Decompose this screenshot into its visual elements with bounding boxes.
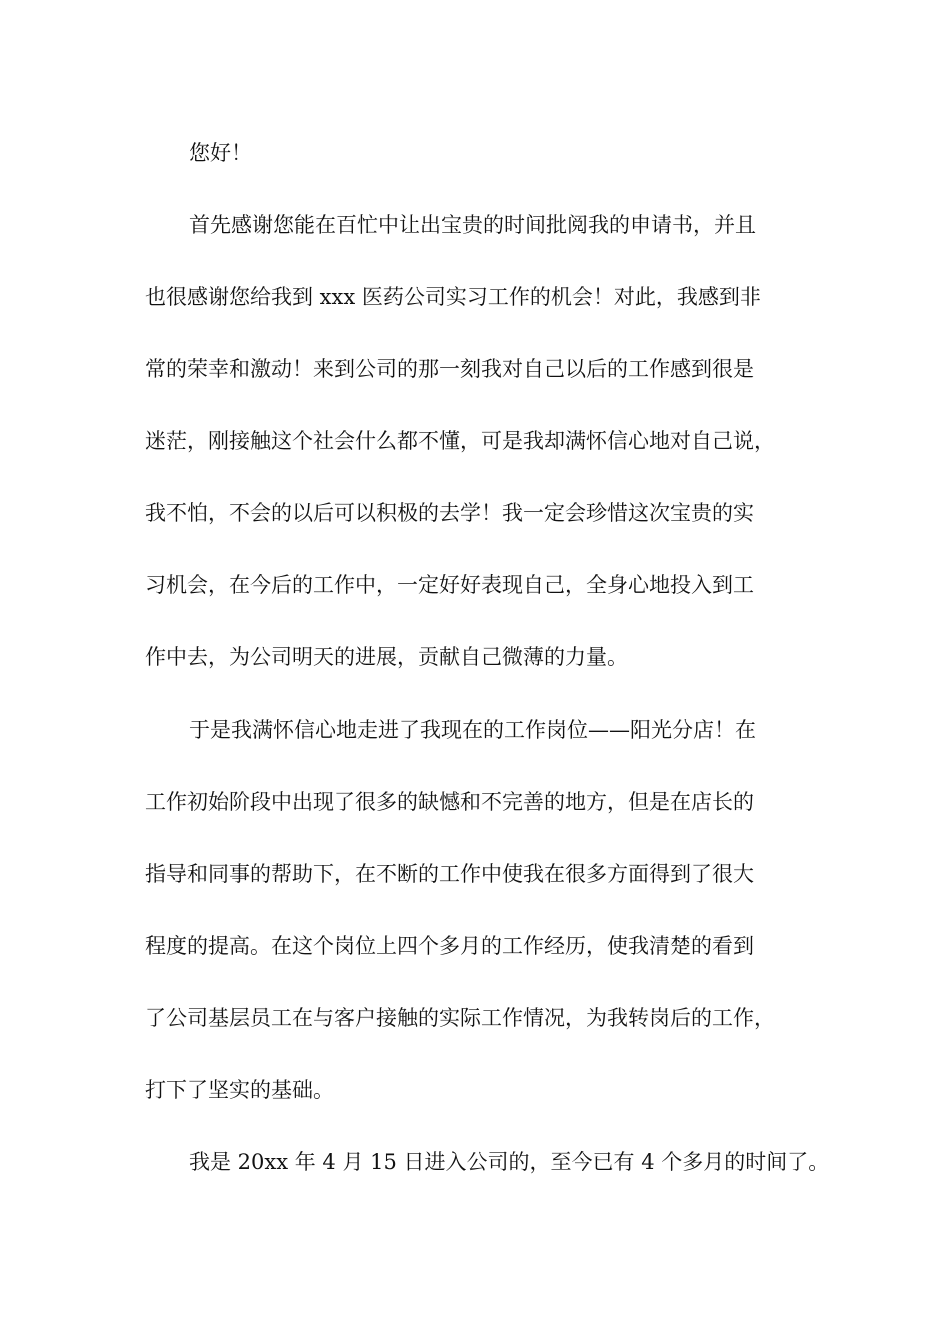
paragraph-2-line-2: 工作初始阶段中出现了很多的缺憾和不完善的地方，但是在店长的 xyxy=(145,790,754,814)
greeting-line: 您好！ xyxy=(189,141,252,165)
paragraph-1-line-6: 习机会，在今后的工作中，一定好好表现自己，全身心地投入到工 xyxy=(145,573,754,597)
paragraph-2-line-3: 指导和同事的帮助下，在不断的工作中使我在很多方面得到了很大 xyxy=(145,862,754,886)
paragraph-1-line-5: 我不怕，不会的以后可以积极的去学！我一定会珍惜这次宝贵的实 xyxy=(145,501,754,525)
paragraph-2-line-1: 于是我满怀信心地走进了我现在的工作岗位——阳光分店！在 xyxy=(189,718,756,742)
paragraph-1-line-3: 常的荣幸和激动！来到公司的那一刻我对自己以后的工作感到很是 xyxy=(145,357,754,381)
paragraph-1-line-2: 也很感谢您给我到 xxx 医药公司实习工作的机会！对此，我感到非 xyxy=(145,285,761,309)
paragraph-3-line-1: 我是 20xx 年 4 月 15 日进入公司的，至今已有 4 个多月的时间了。 xyxy=(189,1150,830,1174)
paragraph-2-line-5: 了公司基层员工在与客户接触的实际工作情况，为我转岗后的工作， xyxy=(145,1006,775,1030)
paragraph-1-line-1: 首先感谢您能在百忙中让出宝贵的时间批阅我的申请书，并且 xyxy=(189,213,756,237)
paragraph-1-line-4: 迷茫，刚接触这个社会什么都不懂，可是我却满怀信心地对自己说， xyxy=(145,429,775,453)
paragraph-1-line-7: 作中去，为公司明天的进展，贡献自己微薄的力量。 xyxy=(145,645,628,669)
paragraph-2-line-4: 程度的提高。在这个岗位上四个多月的工作经历，使我清楚的看到 xyxy=(145,934,754,958)
paragraph-2-line-6: 打下了坚实的基础。 xyxy=(145,1078,334,1102)
